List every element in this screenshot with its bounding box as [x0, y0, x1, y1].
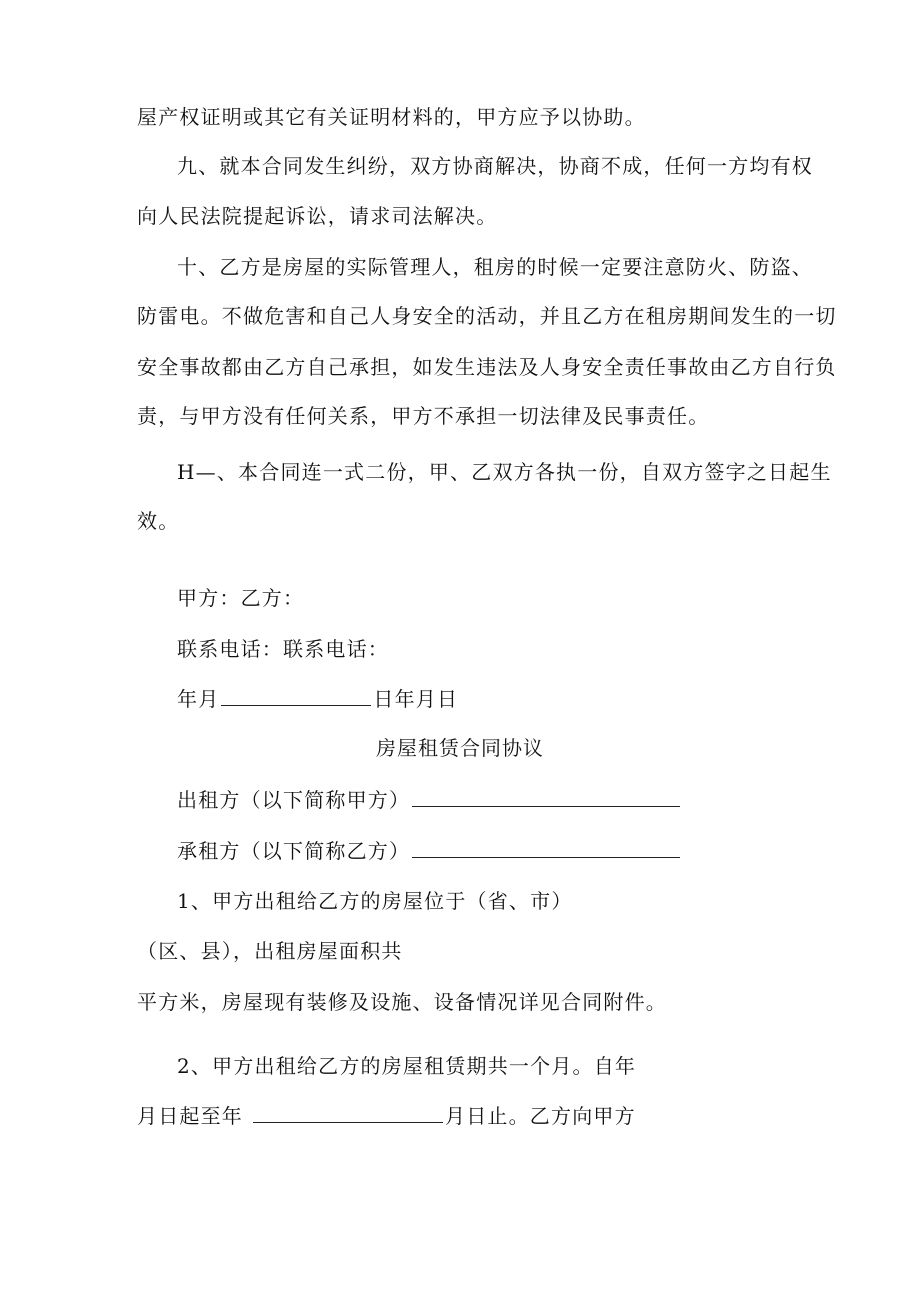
text-line: 屋产权证明或其它有关证明材料的，甲方应予以协助。	[137, 105, 646, 129]
signature-parties: 甲方：乙方：	[177, 586, 305, 610]
clause-2: 2、甲方出租给乙方的房屋租赁期共一个月。自年	[177, 1054, 637, 1078]
lease-end: 月日止。乙方向甲方	[445, 1104, 636, 1128]
clause-10: 十、乙方是房屋的实际管理人，租房的时候一定要注意防火、防盗、	[177, 255, 813, 279]
text-line: 防雷电。不做危害和自己人身安全的活动，并且乙方在租房期间发生的一切	[137, 304, 837, 328]
lease-period-line	[137, 1101, 797, 1131]
text-line: 责，与甲方没有任何关系，甲方不承担一切法律及民事责任。	[137, 404, 710, 428]
date-suffix: 日年月日	[373, 687, 459, 711]
lease-blank	[253, 1102, 443, 1123]
date-prefix: 年月	[177, 687, 220, 711]
text-line: 向人民法院提起诉讼，请求司法解决。	[137, 204, 498, 228]
lease-start: 月日起至年	[137, 1104, 243, 1128]
contact-phone-line: 联系电话：联系电话：	[177, 637, 389, 661]
clause-11: H—、本合同连一式二份，甲、乙双方各执一份，自双方签字之日起生	[177, 460, 832, 484]
lessee-blank	[412, 837, 680, 858]
lessor-line	[177, 785, 837, 815]
clause-9: 九、就本合同发生纠纷，双方协商解决，协商不成，任何一方均有权	[177, 154, 813, 178]
date-line	[177, 684, 837, 714]
lessor-blank	[412, 786, 680, 807]
lessee-line	[177, 836, 837, 866]
document-title: 房屋租赁合同协议	[376, 736, 544, 760]
text-line: 平方米，房屋现有装修及设施、设备情况详见合同附件。	[137, 990, 667, 1014]
text-line: 效。	[137, 509, 180, 533]
clause-1: 1、甲方出租给乙方的房屋位于（省、市）	[177, 889, 573, 913]
date-blank	[221, 685, 371, 706]
text-line: （区、县），出租房屋面积共	[137, 939, 403, 963]
lessee-label: 承租方（以下简称乙方）	[177, 839, 411, 863]
lessor-label: 出租方（以下简称甲方）	[177, 788, 411, 812]
text-line: 安全事故都由乙方自己承担，如发生违法及人身安全责任事故由乙方自行负	[137, 355, 837, 379]
